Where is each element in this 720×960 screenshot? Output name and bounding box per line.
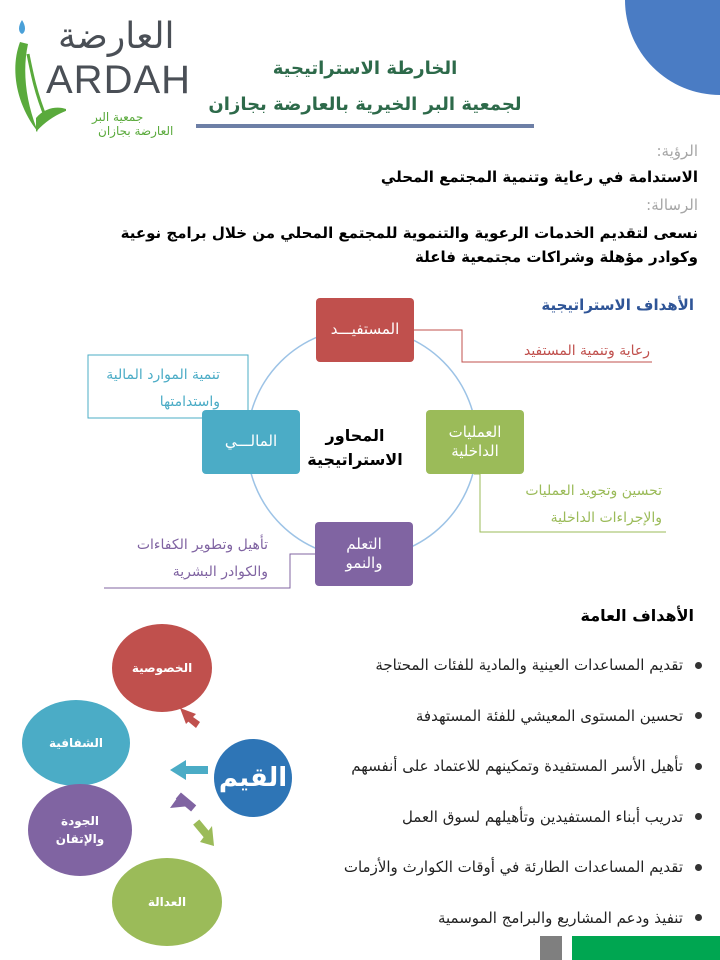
axis-internal-label-1: العمليات bbox=[448, 422, 502, 441]
mission-text-line-1: نسعى لتقديم الخدمات الرعوية والتنموية للمجتمع المحلي من خلال برامج نوعية bbox=[120, 224, 698, 242]
list-item-text: تأهيل الأسر المستفيدة وتمكينهم للاعتماد على أنفسهم bbox=[351, 757, 683, 776]
goal-financial-line-2: واستدامتها bbox=[159, 393, 220, 410]
goal-financial-line-1: تنمية الموارد المالية bbox=[106, 367, 220, 383]
center-line-2: الاستراتيجية bbox=[307, 450, 403, 469]
list-item-text: تنفيذ ودعم المشاريع والبرامج الموسمية bbox=[437, 908, 683, 927]
value-quality bbox=[28, 784, 132, 876]
footer-bar-green bbox=[572, 936, 720, 960]
axis-beneficiary-label: المستفيـــد bbox=[330, 320, 400, 339]
vision-text: الاستدامة في رعاية وتنمية المجتمع المحلي bbox=[380, 168, 698, 186]
vision-label: الرؤية: bbox=[656, 142, 698, 160]
value-quality-line-2: والإتقان bbox=[55, 832, 105, 846]
list-item-text: تقديم المساعدات الطارئة في أوقات الكوارث والأزمات bbox=[343, 858, 683, 877]
value-quality-line-1: الجودة bbox=[60, 814, 100, 828]
goal-internal-line-1: تحسين وتجويد العمليات bbox=[525, 483, 662, 499]
axis-financial-label: المالـــي bbox=[224, 432, 278, 451]
goal-learning-line-1: تأهيل وتطوير الكفاءات bbox=[136, 537, 268, 553]
axis-internal-label-2: الداخلية bbox=[451, 442, 499, 460]
value-privacy: الخصوصية bbox=[112, 624, 212, 712]
page-title-line-1: الخارطة الاستراتيجية bbox=[272, 58, 458, 79]
general-goals-title: الأهداف العامة bbox=[580, 606, 694, 625]
list-item-text: تحسين المستوى المعيشي للفئة المستهدفة bbox=[415, 706, 683, 725]
value-transparency: الشفافية bbox=[22, 700, 130, 786]
strategic-goals-title: الأهداف الاستراتيجية bbox=[541, 296, 694, 314]
logo-subtitle-2: العارضة بجازان bbox=[98, 124, 174, 138]
list-item-text: تقديم المساعدات العينية والمادية للفئات المحتاجة bbox=[375, 656, 683, 675]
logo-english-name: ARDAH bbox=[46, 58, 192, 102]
mission-label: الرسالة: bbox=[646, 196, 698, 214]
footer-square-gray bbox=[540, 936, 562, 960]
logo-subtitle-1: جمعية البر bbox=[92, 110, 144, 124]
list-item-text: تدريب أبناء المستفيدين وتأهيلهم لسوق العمل bbox=[401, 807, 683, 826]
axis-learning-label-1: التعلم bbox=[346, 534, 382, 553]
goal-learning-line-2: والكوادر البشرية bbox=[172, 563, 268, 580]
goal-beneficiary: رعاية وتنمية المستفيد bbox=[523, 343, 650, 359]
logo-arabic-name: العارضة bbox=[58, 16, 175, 57]
mission-text-line-2: وكوادر مؤهلة وشراكات مجتمعية فاعلة bbox=[415, 248, 698, 266]
center-line-1: المحاور bbox=[325, 426, 385, 445]
values-center: القيم bbox=[212, 737, 294, 819]
axis-learning-label-2: والنمو bbox=[345, 554, 383, 572]
goal-internal-line-2: والإجراءات الداخلية bbox=[550, 509, 662, 526]
value-justice: العدالة bbox=[112, 858, 222, 946]
page-title-line-2: لجمعية البر الخيرية بالعارضة بجازان bbox=[208, 94, 522, 115]
